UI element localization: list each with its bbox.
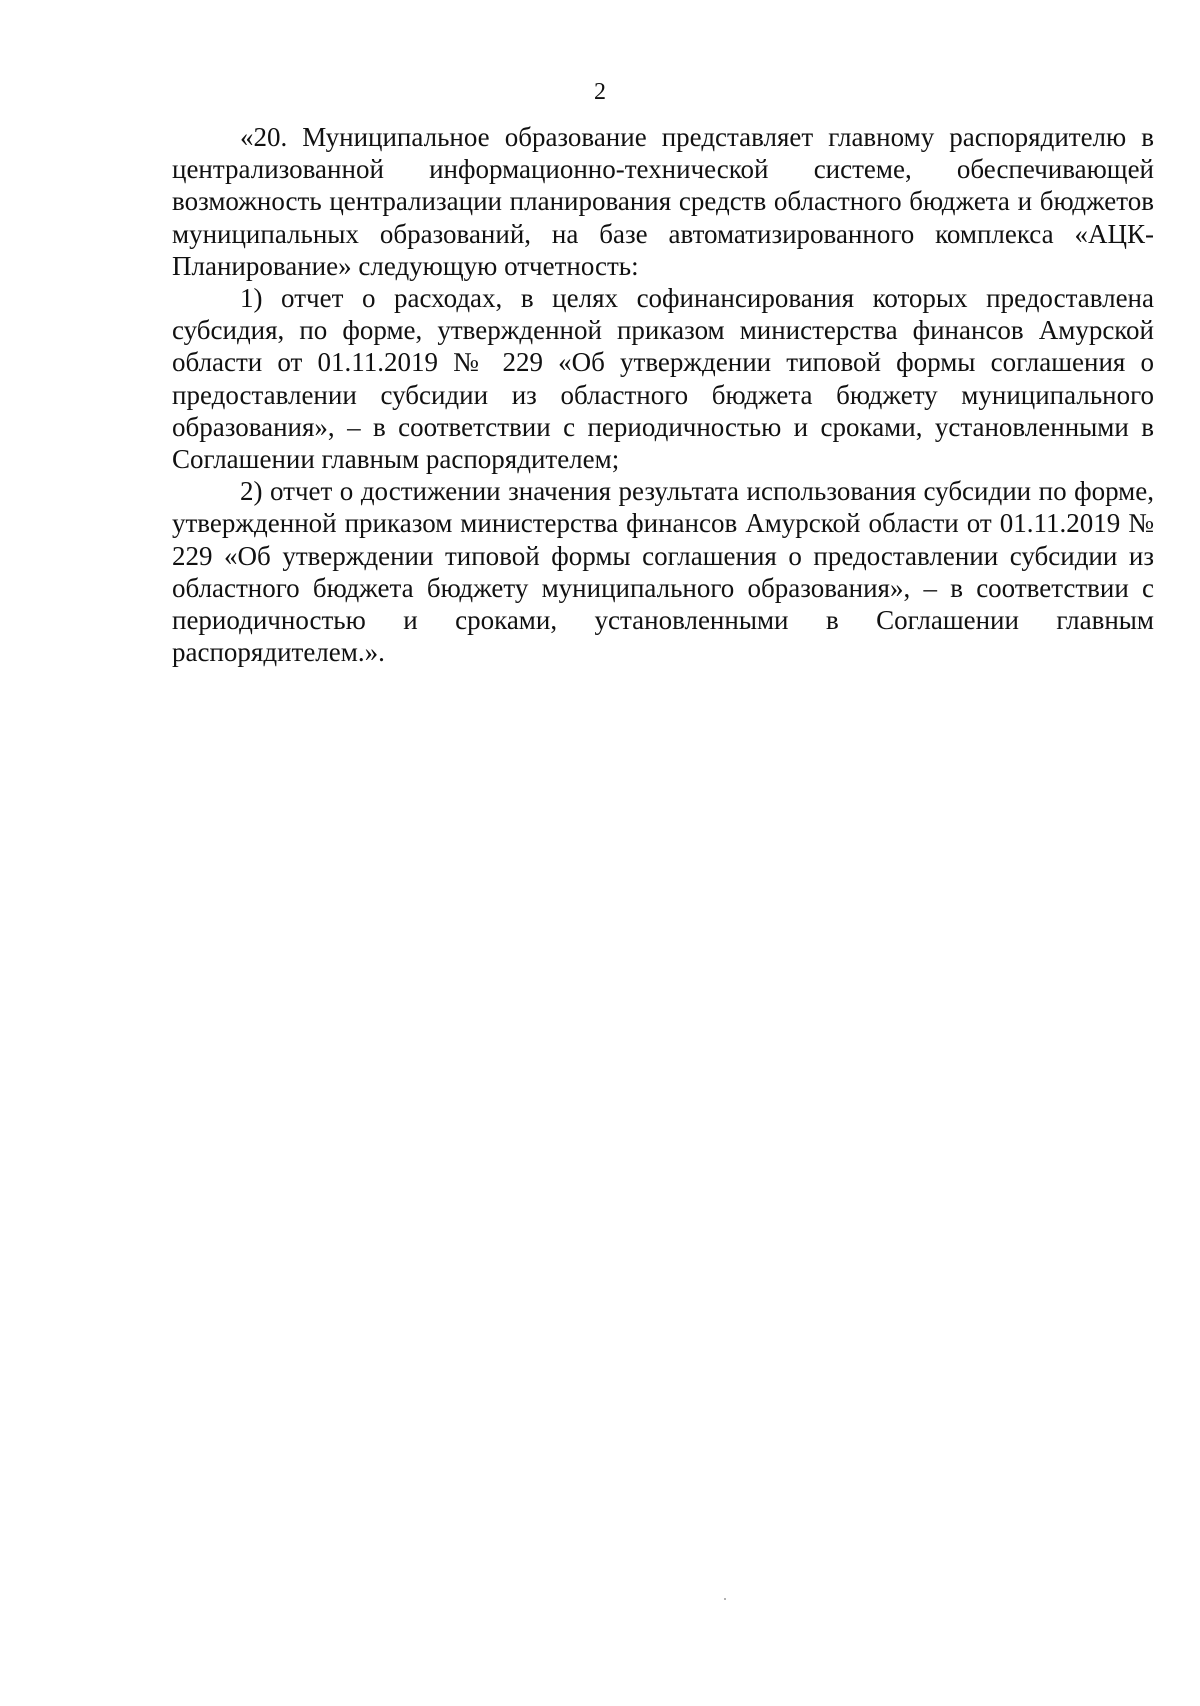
page-number: 2 bbox=[594, 79, 606, 105]
scan-speck bbox=[724, 1598, 726, 1600]
paragraph-subitem-2: 2) отчет о достижении значения результата использования субсидии по форме, утвержденной приказом министерства финансов Амурской области от 01.11.2019 № 229 «Об утверждении типовой формы соглашения о предоставлении субсидии из областного бюджета бюджету муниципального образования», – в соответствии с периодичностью и сроками, установленными в Соглашении главным распорядителем.». bbox=[172, 476, 1154, 668]
paragraph-subitem-1: 1) отчет о расходах, в целях софинансирования которых предоставлена субсидия, по форме, утвержденной приказом министерства финансов Амурской области от 01.11.2019 № 229 «Об утверждении типовой формы соглашения о предоставлении субсидии из областного бюджета бюджету муниципального образования», – в соответствии с периодичностью и сроками, установленными в Соглашении главным распорядителем; bbox=[172, 283, 1154, 475]
paragraph-item-20: «20. Муниципальное образование представляет главному распорядителю в централизованной информационно-технической системе, обеспечивающей возможность централизации планирования средств областного бюджета и бюджетов муниципальных образований, на базе автоматизированного комплекса «АЦК-Планирование» следующую отчетность: bbox=[172, 122, 1154, 281]
document-body bbox=[172, 121, 1154, 668]
